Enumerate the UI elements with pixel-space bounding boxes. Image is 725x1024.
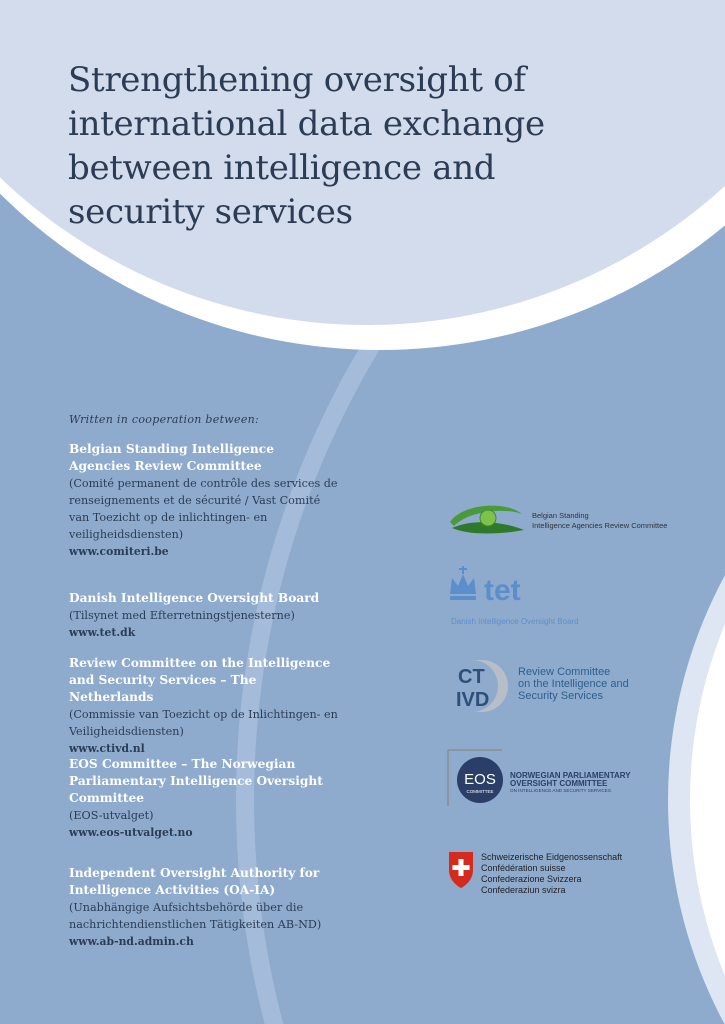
swiss-logo-line2: Confédération suisse	[481, 863, 566, 873]
org-url[interactable]: www.eos-utvalget.no	[69, 826, 193, 839]
norwegian-logo-line1: NORWEGIAN PARLIAMENTARY	[510, 771, 631, 780]
org-note: (Unabhängige Aufsichtsbehörde über die nachrichtendienstlichen Tätigkeiten AB-ND)	[69, 901, 322, 931]
org-name: Review Committee on the Intelligence and Security Services – The Netherlands	[69, 656, 331, 704]
swiss-logo-line1: Schweizerische Eidgenossenschaft	[481, 852, 623, 862]
ctivd-mark-top: CT	[458, 666, 485, 688]
dutch-committee-logo	[448, 658, 648, 714]
org-note: (EOS-utvalget)	[69, 809, 154, 822]
danish-tet-mark: tet	[484, 574, 521, 607]
belgian-committee-logo	[448, 500, 678, 540]
swiss-cross-horizontal	[453, 865, 470, 870]
org-belgian	[69, 441, 339, 560]
page-title: Strengthening oversight of international data exchange between intelligence and security services	[68, 60, 545, 232]
norwegian-logo-line3: ON INTELLIGENCE AND SECURITY SERVICES	[510, 788, 611, 793]
org-url[interactable]: www.ctivd.nl	[69, 742, 145, 755]
norwegian-committee-logo	[446, 748, 646, 808]
eos-mark: EOS	[464, 771, 496, 788]
org-norwegian	[69, 756, 339, 841]
belgian-logo-line1: Belgian Standing	[532, 511, 589, 520]
dutch-logo-line2: on the Intelligence and	[518, 678, 629, 690]
org-danish	[69, 590, 339, 641]
swiss-logo-line3: Confederazione Svizzera	[481, 874, 582, 884]
dutch-logo-line3: Security Services	[518, 690, 603, 702]
cooperation-intro: Written in cooperation between:	[69, 413, 260, 426]
org-name: EOS Committee – The Norwegian Parliamentary Intelligence Oversight Committee	[69, 757, 323, 805]
swiss-logo-line4: Confederaziun svizra	[481, 885, 566, 895]
swiss-confederation-logo	[447, 848, 647, 900]
org-url[interactable]: www.comiteri.be	[69, 545, 169, 558]
danish-board-logo	[448, 564, 598, 630]
org-name: Danish Intelligence Oversight Board	[69, 591, 320, 605]
org-dutch	[69, 655, 339, 757]
norwegian-logo-line2: OVERSIGHT COMMITTEE	[510, 779, 608, 788]
org-url[interactable]: www.ab-nd.admin.ch	[69, 935, 194, 948]
eos-mark-sub: COMMITTEE	[466, 789, 494, 794]
danish-logo-caption: Danish Intelligence Oversight Board	[451, 617, 579, 626]
org-swiss	[69, 865, 339, 950]
belgian-globe-icon	[480, 510, 496, 526]
org-name: Independent Oversight Authority for Intelligence Activities (OA-IA)	[69, 866, 320, 897]
ctivd-mark-bottom: IVD	[456, 689, 490, 711]
dutch-logo-line1: Review Committee	[518, 666, 611, 678]
crown-icon	[450, 566, 476, 600]
org-url[interactable]: www.tet.dk	[69, 626, 136, 639]
org-note: (Commissie van Toezicht op de Inlichtingen- en Veiligheidsdiensten)	[69, 708, 338, 738]
org-note: (Comité permanent de contrôle des services de renseignements et de sécurité / Vast Comité van Toezicht op de inlichtingen- en veiligheidsdiensten)	[69, 477, 338, 541]
belgian-logo-line2: Intelligence Agencies Review Committee	[532, 521, 668, 530]
org-note: (Tilsynet med Efterretningstjenesterne)	[69, 609, 295, 622]
org-name: Belgian Standing Intelligence Agencies Review Committee	[69, 442, 274, 473]
